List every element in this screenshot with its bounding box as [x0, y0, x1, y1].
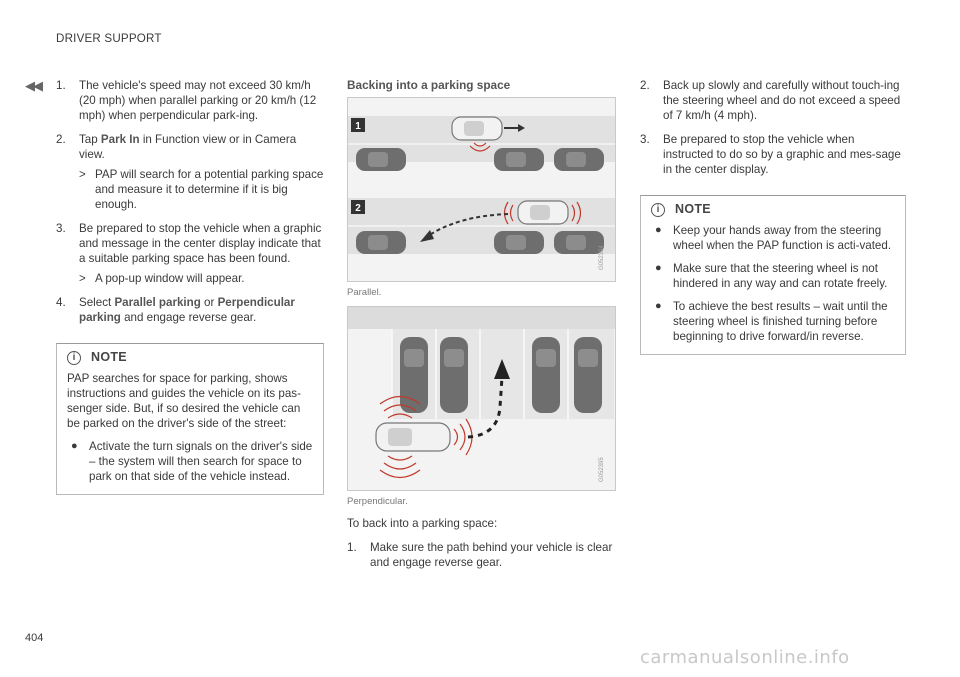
parked-car	[574, 337, 602, 413]
section-heading: Backing into a parking space	[347, 78, 511, 92]
note-bullet: ● Keep your hands away from the steering wheel when the PAP function is acti-vated.	[655, 224, 892, 252]
page-number: 404	[25, 632, 44, 644]
step-text: The vehicle's speed may not exceed 30 km/h (20 mph) when parallel parking or 20 km/h (12 mph) when perpendicular park-ing.	[79, 79, 317, 122]
right-column	[640, 78, 906, 355]
step-2-result: > PAP will search for a potential parking space and measure it to determine if it is big enough.	[79, 168, 324, 211]
park-in-label: Park In	[100, 133, 140, 146]
left-column	[56, 78, 324, 495]
back-chevron-icon[interactable]: ◀◀	[25, 78, 41, 93]
moving-car	[376, 423, 450, 451]
note-bullet: ● Make sure that the steering wheel is not hindered in any way and can rotate freely.	[655, 262, 888, 290]
parked-car	[532, 337, 560, 413]
step-3: 3. Be prepared to stop the vehicle when a graphic and message in the center display indicate that a suitable parking space has been found. > A pop-up window will appear.	[56, 221, 324, 286]
note-title: NOTE	[91, 350, 127, 364]
watermark-brand: carmanualsonline.info	[640, 647, 850, 668]
figure-parallel-parking	[347, 97, 616, 282]
figure-caption-perpendicular: Perpendicular.	[347, 496, 408, 507]
parallel-parking-illustration	[348, 98, 615, 281]
svg-text:1: 1	[355, 121, 361, 132]
svg-text:G052394: G052394	[599, 245, 605, 270]
step-1-backing: 1. Make sure the path behind your vehicle is clear and engage reverse gear.	[347, 541, 613, 569]
info-icon: i	[651, 203, 665, 217]
note-bullet: ● To achieve the best results – wait until the steering wheel is finished turning before beginning to drive forward/in reverse.	[655, 300, 888, 343]
step-2-backing: 2. Back up slowly and carefully without touch-ing the steering wheel and do not exceed a speed of 7 km/h (4 mph).	[640, 79, 901, 122]
figure-caption-parallel: Parallel.	[347, 287, 382, 298]
intro-text: To back into a parking space:	[347, 517, 498, 530]
step-3-result: > A pop-up window will appear.	[79, 272, 245, 285]
note-title: NOTE	[675, 202, 711, 216]
note-box	[56, 343, 324, 495]
perpendicular-parking-illustration	[348, 307, 615, 490]
svg-text:2: 2	[355, 203, 361, 214]
middle-column-text	[347, 516, 615, 579]
svg-text:G052395: G052395	[599, 457, 605, 482]
step-2: 2. Tap Park In in Function view or in Camera view. > PAP will search for a potential parking space and measure it to determine if it is big enough.	[56, 133, 324, 211]
step-1: 1. The vehicle's speed may not exceed 30 km/h (20 mph) when parallel parking or 20 km/h (12 mph) when perpendicular park-ing.	[56, 79, 317, 122]
parked-car	[400, 337, 428, 413]
step-3-backing: 3. Be prepared to stop the vehicle when instructed to do so by a graphic and mes-sage in the center display.	[640, 133, 901, 176]
step-4: 4. Select Parallel parking or Perpendicular parking and engage reverse gear.	[56, 296, 295, 324]
info-icon: i	[67, 351, 81, 365]
note-box	[640, 195, 906, 355]
figure-perpendicular-parking	[347, 306, 616, 491]
section-title: DRIVER SUPPORT	[56, 32, 162, 45]
note-body: PAP searches for space for parking, shows instructions and guides the vehicle on its pas-senger side. But, if so desired the vehicle can be parked on the driver's side of the street:	[67, 372, 301, 430]
note-bullet: ● Activate the turn signals on the driver's side – the system will then search for space to park on that side of the vehicle instead.	[71, 440, 313, 483]
parked-car	[440, 337, 468, 413]
